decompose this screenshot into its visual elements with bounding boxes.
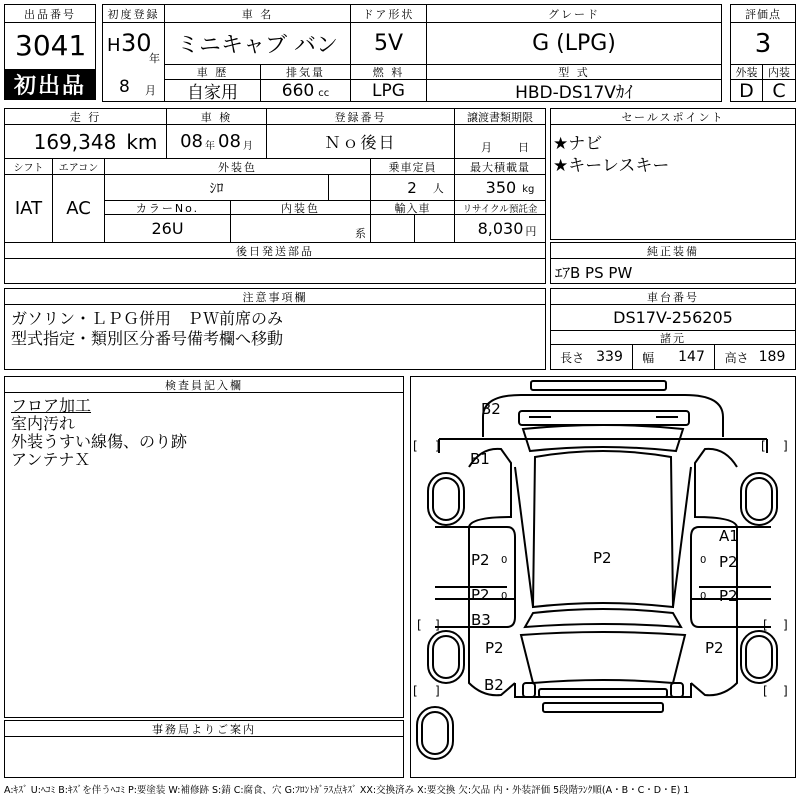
svg-text:[: [ [413, 684, 418, 698]
color-number-label: カラーNo. [105, 201, 231, 215]
small-zero-mark: 0 [700, 555, 707, 566]
inspection-label: 車 検 [167, 109, 267, 125]
svg-text:]: ] [435, 618, 440, 632]
body-color: ｼﾛ [105, 175, 329, 201]
door-label: ドア形状 [351, 5, 427, 23]
mark-p2-left-mid: P2 [471, 586, 490, 604]
aircon-label: エアコン [53, 159, 105, 175]
mark-p2-right-front: P2 [719, 553, 738, 571]
transfer-deadline-cell [455, 125, 545, 159]
first-reg-year-cell [103, 23, 165, 65]
model-label: 型 式 [427, 65, 721, 80]
car-name: ミニキャブ バン [165, 23, 351, 65]
svg-text:]: ] [783, 684, 788, 698]
mark-p2-left-front: P2 [471, 551, 490, 569]
displacement-unit: cc [318, 87, 330, 99]
mark-b1: B1 [470, 450, 490, 468]
mark-p2-left-rear: P2 [485, 639, 504, 657]
month-unit: 月 [145, 84, 156, 97]
interior-color-label: 内装色 [231, 201, 371, 215]
score: 3 [731, 23, 795, 65]
equipment-text: ｴｱB PS PW [555, 264, 633, 282]
chassis-label: 車台番号 [551, 289, 795, 305]
svg-text:[: [ [763, 618, 768, 632]
displacement-cell [261, 80, 351, 101]
mark-b2-top: B2 [481, 400, 501, 418]
fuel-label: 燃 料 [351, 65, 427, 80]
sales-point-box [550, 108, 796, 240]
svg-text:]: ] [435, 439, 440, 453]
first-listing-badge [5, 69, 95, 99]
lot-number: 3041 [15, 29, 87, 62]
shift-label: シフト [5, 159, 53, 175]
max-load-cell [455, 175, 545, 201]
svg-text:]: ] [435, 684, 440, 698]
inspection-month: 08 [218, 131, 241, 152]
legend-text: A:ｷｽﾞ U:ﾍｺﾐ B:ｷｽﾞを伴うﾍｺﾐ P:要塗装 W:補修跡 S:錆 C:腐食、穴 G:ﾌﾛﾝﾄｶﾞﾗｽ点ｷｽﾞ XX:交換済み X:要交換 欠:欠品 内・外装評価 5段階ﾗﾝｸ順(A・B・C・D・E) 1 [4, 785, 690, 796]
car-outline-diagram [411, 377, 795, 777]
later-parts-label: 後日発送部品 [5, 243, 545, 259]
svg-text:]: ] [783, 618, 788, 632]
displacement-label: 排気量 [261, 65, 351, 80]
dimensions-label: 諸元 [551, 331, 795, 345]
mileage-cell [5, 125, 167, 159]
era: H [107, 35, 121, 56]
interior-label: 内装 [763, 65, 795, 80]
small-zero-mark: 0 [700, 591, 707, 602]
import-label: 輸入車 [371, 201, 455, 215]
mileage-label: 走 行 [5, 109, 167, 125]
svg-text:[: [ [761, 439, 766, 453]
max-load: 350 [485, 178, 517, 197]
score-box [730, 4, 796, 102]
vehicle-diagram [410, 376, 796, 778]
car-name-label: 車 名 [165, 5, 351, 23]
office-label: 事務局よりご案内 [5, 721, 403, 737]
sales-point-item: ★ナビ [553, 134, 603, 154]
chassis-number: DS17V-256205 [551, 305, 795, 331]
recycle-deposit: 8,030 [477, 219, 524, 238]
mileage-unit: km [126, 129, 158, 154]
transfer-deadline-label: 譲渡書類期限 [455, 109, 545, 125]
exterior-label: 外装 [731, 65, 763, 80]
displacement: 660 [281, 80, 315, 101]
fuel: LPG [351, 80, 427, 101]
body-color-extra [329, 175, 371, 201]
registration-number: Ｎｏ後日 [267, 125, 455, 159]
chassis-box [550, 288, 796, 370]
mark-p2-center: P2 [593, 549, 612, 567]
aircon: AC [53, 175, 105, 243]
inspector-line: 外装うすい線傷、のり跡 [11, 432, 188, 451]
year: 30 [121, 29, 152, 57]
score-label: 評価点 [731, 5, 795, 23]
length-label: 長さ [560, 350, 585, 365]
width-label: 幅 [642, 350, 655, 365]
door-type: 5V [351, 23, 427, 65]
width: 147 [678, 349, 705, 365]
max-load-label: 最大積載量 [455, 159, 545, 175]
max-load-unit: kg [522, 184, 535, 195]
transfer-day-unit: 日 [518, 140, 529, 154]
interior-color-cell [231, 215, 371, 243]
mark-b3: B3 [471, 611, 491, 629]
length: 339 [596, 349, 623, 365]
length-cell [551, 345, 633, 369]
svg-text:[: [ [763, 684, 768, 698]
header-box [102, 4, 722, 102]
inspector-label: 検査員記入欄 [5, 377, 403, 393]
color-number: 26U [105, 215, 231, 243]
color-label: 外装色 [105, 159, 371, 175]
shift: IAT [5, 175, 53, 243]
mileage: 169,348 [33, 129, 117, 154]
model-code: HBD-DS17Vｶｲ [515, 83, 633, 101]
import-cell-a [371, 215, 415, 243]
first-registration-label: 初度登録 [103, 5, 165, 23]
recycle-unit: 円 [525, 224, 537, 238]
interior-color-unit: 系 [355, 226, 366, 240]
mark-p2-right-rear: P2 [705, 639, 724, 657]
inspector-line: 室内汚れ [11, 414, 76, 433]
width-cell [633, 345, 715, 369]
svg-text:[: [ [417, 618, 422, 632]
capacity: 2 [407, 178, 417, 197]
first-listing-text: 初出品 [13, 73, 86, 99]
height-label: 高さ [724, 350, 749, 365]
office-box [4, 720, 404, 778]
inspection-cell [167, 125, 267, 159]
recycle-label: リサイクル預託金 [455, 201, 545, 215]
exterior-grade: D [731, 80, 763, 101]
inspection-month-unit: 月 [242, 141, 253, 152]
grade: G (LPG) [427, 23, 721, 65]
height-cell [715, 345, 795, 369]
inspector-line: アンテナＸ [11, 450, 91, 469]
lot-number-box [4, 4, 96, 100]
equipment-label: 純正装備 [551, 243, 795, 259]
history: 自家用 [165, 80, 261, 101]
svg-text:[: [ [413, 439, 418, 453]
equipment-box [550, 242, 796, 284]
capacity-cell [371, 175, 455, 201]
height: 189 [758, 349, 786, 365]
inspector-box [4, 376, 404, 718]
caution-label: 注意事項欄 [5, 289, 545, 305]
small-zero-mark: 0 [501, 591, 508, 602]
registration-number-label: 登録番号 [267, 109, 455, 125]
mark-a1: A1 [719, 527, 739, 545]
lot-number-label: 出品番号 [5, 5, 95, 23]
small-zero-mark: 0 [501, 555, 508, 566]
capacity-label: 乗車定員 [371, 159, 455, 175]
import-cell-b [415, 215, 455, 243]
first-reg-month-cell [103, 65, 165, 101]
sales-point-label: セールスポイント [551, 109, 795, 125]
svg-text:]: ] [783, 439, 788, 453]
capacity-unit: 人 [432, 181, 444, 195]
mark-p2-right-mid: P2 [719, 587, 738, 605]
history-label: 車 歴 [165, 65, 261, 80]
caution-line: 型式指定・類別区分番号備考欄へ移動 [11, 329, 284, 348]
transfer-month-unit: 月 [481, 140, 492, 154]
sales-point-item: ★キーレスキー [553, 156, 670, 176]
inspection-year-unit: 年 [205, 141, 215, 152]
caution-box [4, 288, 546, 370]
spec-box [4, 108, 546, 284]
inspection-year: 08 [180, 131, 203, 152]
year-unit: 年 [149, 52, 160, 65]
caution-line: ガソリン・ＬＰＧ併用 ＰＷ前席のみ [11, 309, 284, 328]
month: 8 [119, 77, 130, 97]
inspector-line: フロア加工 [11, 396, 92, 415]
interior-grade: C [772, 80, 786, 101]
recycle-cell [455, 215, 545, 243]
grade-label: グレード [427, 5, 721, 23]
later-parts-value [5, 259, 545, 283]
mark-b2-bottom: B2 [484, 676, 504, 694]
